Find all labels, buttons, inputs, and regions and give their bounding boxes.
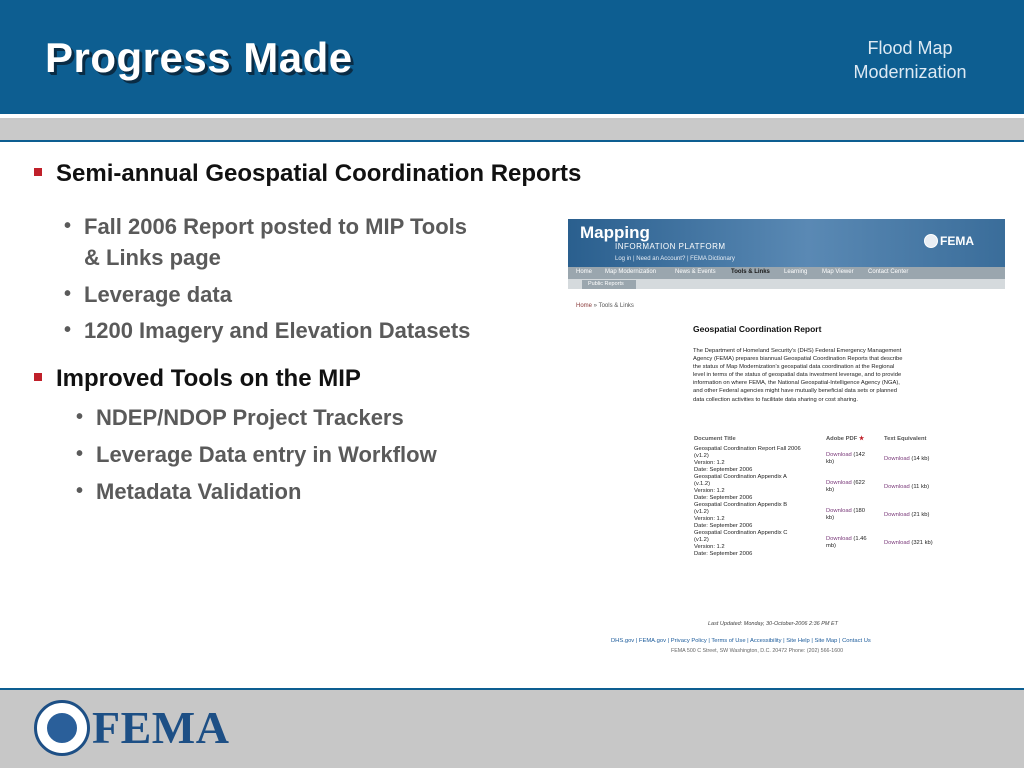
sub-bullet-leverage-data: • Leverage data [84,279,232,310]
square-bullet-icon [34,168,42,176]
dot-bullet-icon: • [76,443,84,465]
text-download[interactable]: Download (14 kb) [884,456,930,462]
report-row: Geospatial Coordination Appendix A (v.1.2) Version: 1.2 Date: September 2006 [694,474,787,501]
mip-subnav-public-reports[interactable]: Public Reports [582,280,636,289]
mip-nav-contact[interactable]: Contact Center [868,269,909,275]
slide-title: Progress Made [45,34,353,81]
report-row: Geospatial Coordination Appendix B (v1.2) Version: 1.2 Date: September 2006 [694,502,788,529]
report-row: Geospatial Coordination Appendix C (v1.2) Version: 1.2 Date: September 2006 [694,530,788,557]
pdf-icon: ★ [858,436,865,442]
text-download[interactable]: Download (11 kb) [884,484,930,490]
mip-nav-bar [568,267,1005,279]
fema-logo: FEMA [92,702,230,753]
header-divider-gray [0,118,1024,140]
report-title: Geospatial Coordination Report [693,324,822,334]
col-text-equivalent: Text Equivalent [884,436,927,442]
sub-bullet-trackers: • NDEP/NDOP Project Trackers [96,402,404,433]
header-divider-blue [0,140,1024,142]
pdf-download[interactable]: Download (142 kb) [826,452,865,465]
bullet-coordination-reports: Semi-annual Geospatial Coordination Reports [34,160,581,188]
report-description: The Department of Homeland Security's (DHS) Federal Emergency Management Agency (FEMA) prepares biannual Geospatial Coordination Reports that describe the status of Map Modernization's geospatial data coordination at the Regional level in terms of the status of geospatial data investment leverage, and to provide information on where FEMA, the National Geospatial-Intelligence Agency (NGA), and other Federal agencies might have mutually beneficial data sets or planned data collection activities to facilitate data sharing or cost sharing. [693,348,903,403]
text-download[interactable]: Download (321 kb) [884,540,933,546]
mip-screenshot [568,219,1005,665]
dot-bullet-icon: • [76,480,84,502]
dot-bullet-icon: • [64,319,72,341]
text-download[interactable]: Download (21 kb) [884,512,930,518]
program-tag [820,36,1000,84]
report-row: Geospatial Coordination Report Fall 2006 (v1.2) Version: 1.2 Date: September 2006 [694,446,801,473]
dot-bullet-icon: • [64,215,72,237]
dhs-seal-icon [924,234,938,248]
mip-site-title: Mapping [580,223,650,242]
bullet-improved-tools: Improved Tools on the MIP [34,365,361,393]
mip-fema-logo: FEMA [940,234,974,248]
col-adobe-pdf: Adobe PDF ★ [826,436,865,442]
col-document-title: Document Title [694,436,736,442]
sub-bullet-fall-report: • Fall 2006 Report posted to MIP Tools & Links page [84,211,467,273]
pdf-download[interactable]: Download (180 kb) [826,508,865,521]
mip-nav-home[interactable]: Home [576,269,593,275]
square-bullet-icon [34,373,42,381]
sub-bullet-metadata: • Metadata Validation [96,476,301,507]
dot-bullet-icon: • [64,283,72,305]
mip-login-links[interactable]: Log in | Need an Account? | FEMA Dictionary [615,256,735,262]
seal-eagle-icon [45,711,79,745]
mip-nav-learning[interactable]: Learning [784,269,808,275]
dot-bullet-icon: • [76,406,84,428]
mip-breadcrumb: Home » Tools & Links [576,303,634,309]
last-updated: Last Updated: Monday, 30-October-2006 2:36 PM ET [708,621,839,627]
mip-nav-news[interactable]: News & Events [675,269,716,275]
mip-nav-tools[interactable]: Tools & Links [731,269,770,275]
sub-bullet-datasets: • 1200 Imagery and Elevation Datasets [84,315,470,346]
dhs-seal-icon [34,700,90,756]
program-tag-line2: Modernization [853,62,967,82]
pdf-download[interactable]: Download (1.46 mb) [826,536,867,549]
program-tag-line1: Flood Map [867,38,953,58]
mip-nav-map-mod[interactable]: Map Modernization [605,269,657,275]
sub-bullet-workflow: • Leverage Data entry in Workflow [96,439,437,470]
mip-crumb-home[interactable]: Home [576,303,593,309]
mip-footer-links[interactable]: DHS.gov | FEMA.gov | Privacy Policy | Terms of Use | Accessibility | Site Help | Site Map | Contact Us [611,638,871,644]
mip-nav-map-viewer[interactable]: Map Viewer [822,269,854,275]
pdf-download[interactable]: Download (622 kb) [826,480,865,493]
mip-address: FEMA 500 C Street, SW Washington, D.C. 20472 Phone: (202) 566-1600 [671,648,844,654]
mip-site-subtitle: INFORMATION PLATFORM [615,242,726,251]
